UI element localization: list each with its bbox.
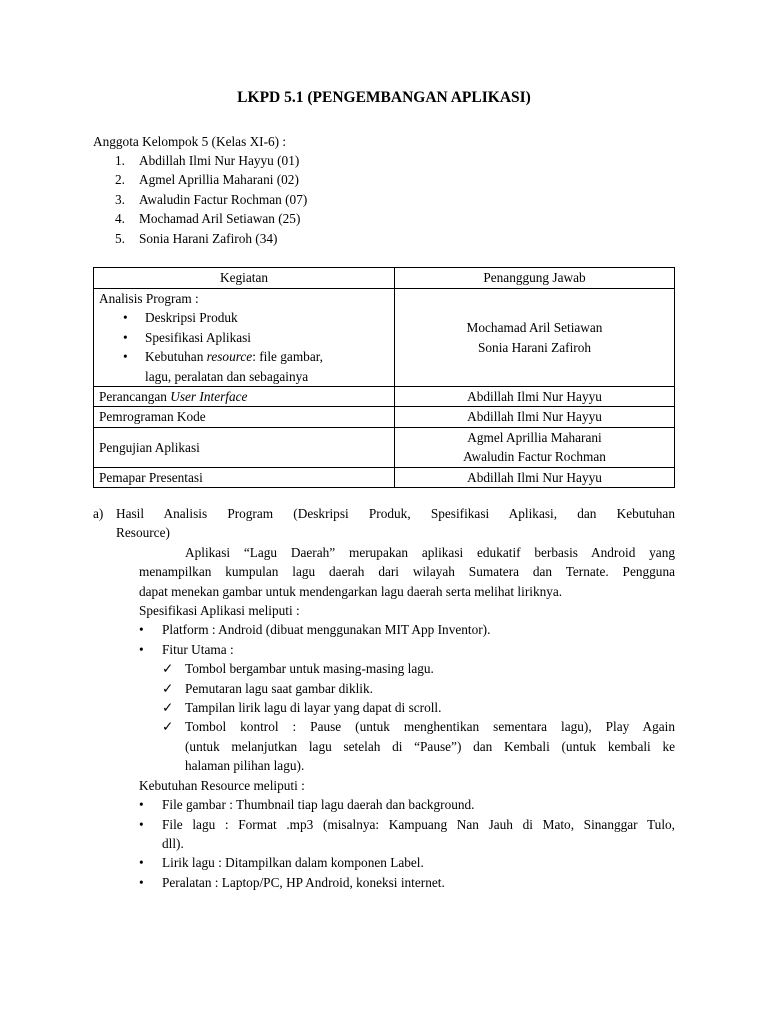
table-row — [94, 427, 675, 467]
list-item: • Deskripsi Produk — [123, 310, 238, 326]
features-list — [162, 659, 675, 775]
resource-heading: Kebutuhan Resource meliputi : — [139, 777, 305, 793]
header-kegiatan: Kegiatan — [94, 268, 395, 289]
cell-kegiatan: Pemapar Presentasi — [94, 467, 395, 487]
member-item: 5. Sonia Harani Zafiroh (34) — [115, 230, 278, 246]
member-item: 2. Agmel Aprillia Maharani (02) — [115, 172, 299, 188]
analysis-items — [99, 308, 389, 386]
table-row — [94, 467, 675, 487]
check-icon: ✓ — [162, 719, 174, 735]
section-a-heading: a) Hasil Analisis Program (Deskripsi Produk, Spesifikasi Aplikasi, dan Kebutuhan Resource) — [93, 506, 675, 541]
list-item: • Fitur Utama : ✓ Tombol bergambar untuk masing-masing lagu. ✓ Pemutaran lagu saat gambar diklik. ✓ Tampilan lirik lagu di layar yang dapat di scroll. ✓ Tombol kontrol : Pause (untuk menghentikan sementara lagu), Play Again (untuk melanjutkan lagu setelah di “Pause”) dan Kembali (untuk kembali ke halaman pilihan lagu). — [139, 640, 675, 776]
cell-kegiatan: Pemrograman Kode — [94, 407, 395, 427]
header-penanggung-jawab: Penanggung Jawab — [395, 268, 675, 289]
document-title: LKPD 5.1 (PENGEMBANGAN APLIKASI) — [237, 89, 531, 106]
cell-penanggung-jawab: Mochamad Aril Setiawan Sonia Harani Zafiroh — [395, 289, 675, 387]
members-heading: Anggota Kelompok 5 (Kelas XI-6) : — [93, 134, 287, 149]
bullet-icon: • — [139, 874, 144, 890]
section-a-body — [93, 543, 675, 892]
bullet-icon: • — [139, 855, 144, 871]
check-icon: ✓ — [162, 680, 174, 696]
check-icon: ✓ — [162, 700, 174, 716]
bullet-icon: • — [139, 797, 144, 813]
section-a — [93, 504, 675, 892]
member-item: 3. Awaludin Factur Rochman (07) — [115, 191, 308, 207]
cell-penanggung-jawab: Abdillah Ilmi Nur Hayyu — [395, 407, 675, 427]
bullet-icon: • — [139, 622, 144, 638]
table-row — [94, 387, 675, 407]
tasks-table — [93, 267, 675, 488]
members-list — [93, 151, 307, 248]
list-item: • File lagu : Format .mp3 (misalnya: Kampuang Nan Jauh di Mato, Sinanggar Tulo, dll). — [139, 816, 675, 851]
cell-penanggung-jawab: Abdillah Ilmi Nur Hayyu — [395, 387, 675, 407]
resource-list — [139, 795, 675, 892]
cell-penanggung-jawab: Agmel Aprillia Maharani Awaludin Factur Rochman — [395, 427, 675, 467]
bullet-icon: • — [139, 641, 144, 657]
list-item: • Spesifikasi Aplikasi — [123, 329, 252, 345]
list-item: • Kebutuhan resource: file gambar, lagu, peralatan dan sebagainya — [123, 349, 323, 384]
spec-list — [139, 620, 675, 775]
member-item: 4. Mochamad Aril Setiawan (25) — [115, 211, 301, 227]
cell-kegiatan: Pengujian Aplikasi — [94, 427, 395, 467]
member-item: 1. Abdillah Ilmi Nur Hayyu (01) — [115, 153, 300, 168]
table-row — [94, 289, 675, 387]
check-icon: ✓ — [162, 661, 174, 677]
list-item: ✓ Pemutaran lagu saat gambar diklik. — [162, 679, 675, 698]
table-row — [94, 407, 675, 427]
list-item: • File gambar : Thumbnail tiap lagu daerah dan background. — [139, 795, 675, 814]
list-item: ✓ Tampilan lirik lagu di layar yang dapat di scroll. — [162, 698, 675, 717]
list-item: • Platform : Android (dibuat menggunakan MIT App Inventor). — [139, 620, 675, 639]
cell-penanggung-jawab: Abdillah Ilmi Nur Hayyu — [395, 467, 675, 487]
description-paragraph: Aplikasi “Lagu Daerah” merupakan aplikasi edukatif berbasis Android yang menampilkan kumpulan lagu daerah dari wilayah Sumatera dan Ternate. Pengguna dapat menekan gambar untuk mendengarkan lagu daerah serta melihat liriknya. — [139, 544, 675, 599]
cell-kegiatan: Analisis Program : • Deskripsi Produk • Spesifikasi Aplikasi • Kebutuhan resource: file gambar, lagu, peralatan dan sebagainya — [94, 289, 395, 387]
list-item: ✓ Tombol kontrol : Pause (untuk menghentikan sementara lagu), Play Again (untuk melanjutkan lagu setelah di “Pause”) dan Kembali (untuk kembali ke halaman pilihan lagu). — [162, 719, 675, 774]
list-item: • Peralatan : Laptop/PC, HP Android, koneksi internet. — [139, 873, 675, 892]
table-header-row — [94, 268, 675, 289]
bullet-icon: • — [139, 816, 144, 832]
list-item: ✓ Tombol bergambar untuk masing-masing lagu. — [162, 659, 675, 678]
list-item: • Lirik lagu : Ditampilkan dalam komponen Label. — [139, 853, 675, 872]
spec-heading: Spesifikasi Aplikasi meliputi : — [139, 603, 300, 619]
section-label: a) — [93, 506, 104, 521]
cell-kegiatan: Perancangan User Interface — [94, 387, 395, 407]
